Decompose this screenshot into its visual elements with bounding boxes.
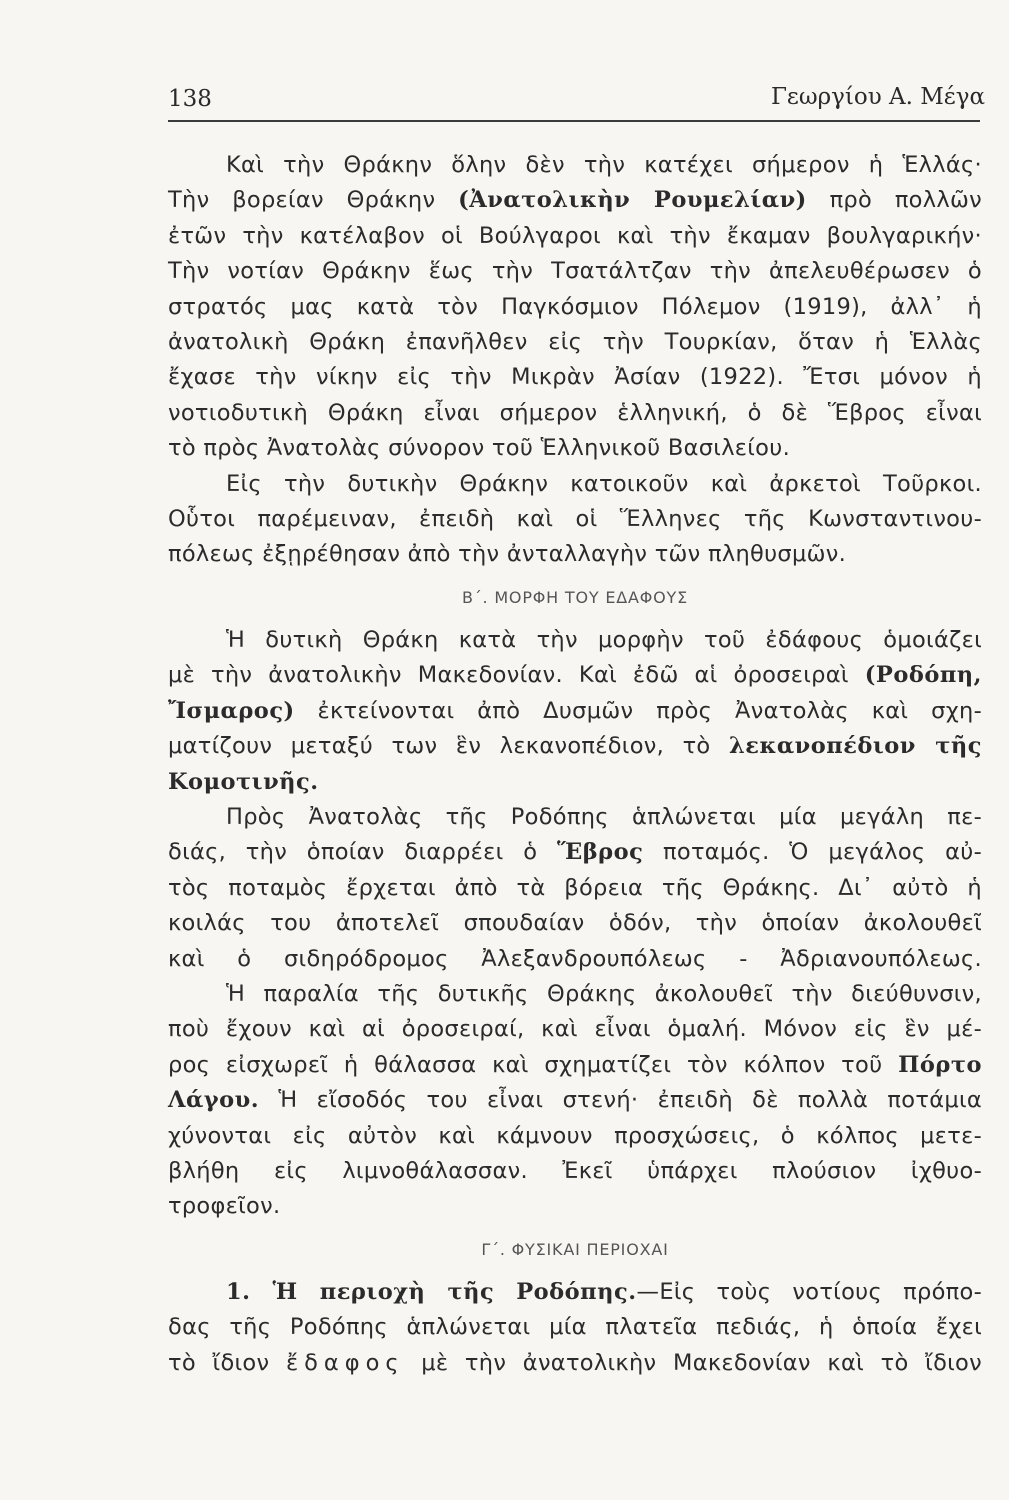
text-line: πόλεως ἐξῃρέθησαν ἀπὸ τὴν ἀνταλλαγὴν τῶν πληθυσμῶν. bbox=[168, 541, 847, 568]
text-line: Πρὸς Ἀνατολὰς τῆς Ροδόπης ἁπλώνεται μία μεγάλη πε- bbox=[226, 803, 982, 830]
text-line: χύνονται εἰς αὐτὸν καὶ κάμνουν προσχώσεις, ὁ κόλπος μετε- bbox=[168, 1122, 982, 1149]
spaced-term: ἔδαφος bbox=[286, 1349, 405, 1376]
text-line: ἔχασε τὴν νίκην εἰς τὴν Μικρὰν Ἀσίαν (1922). Ἔτσι μόνον ἡ bbox=[168, 364, 982, 391]
text-line: ματίζουν μεταξύ των ἓν λεκανοπέδιον, τὸ λεκανοπέδιον τῆς bbox=[168, 733, 982, 760]
bold-term: (Ἀνατολικὴν Ρουμελίαν) bbox=[458, 187, 807, 214]
text-line: κοιλάς του ἀποτελεῖ σπουδαίαν ὁδόν, τὴν ὁποίαν ἀκολουθεῖ bbox=[168, 910, 982, 937]
running-head: Γεωργίου Α. Μέγα bbox=[770, 84, 985, 110]
bold-term: Πόρτο bbox=[898, 1051, 982, 1078]
section-heading: Γ΄. ΦΥΣΙΚΑΙ ΠΕΡΙΟΧΑΙ bbox=[481, 1239, 669, 1259]
bold-term: Ἕβρος bbox=[557, 839, 644, 866]
text-line: Οὗτοι παρέμειναν, ἐπειδὴ καὶ οἱ Ἕλληνες τῆς Κωνσταντινου- bbox=[168, 506, 982, 533]
text-line: Εἰς τὴν δυτικὴν Θράκην κατοικοῦν καὶ ἀρκετοὶ Τοῦρκοι. bbox=[226, 470, 982, 497]
text-line: ποὺ ἔχουν καὶ αἱ ὀροσειραί, καὶ εἶναι ὁμαλή. Μόνον εἰς ἓν μέ- bbox=[168, 1016, 982, 1043]
body-text bbox=[168, 148, 982, 1381]
text-line: Καὶ τὴν Θράκην ὅλην δὲν τὴν κατέχει σήμερον ἡ Ἑλλάς· bbox=[226, 152, 982, 178]
text-line: Τὴν βορείαν Θράκην (Ἀνατολικὴν Ρουμελίαν) πρὸ πολλῶν bbox=[168, 187, 982, 214]
text-line: Ἡ δυτικὴ Θράκη κατὰ τὴν μορφὴν τοῦ ἐδάφους ὁμοιάζει bbox=[226, 626, 982, 653]
section-heading: Β΄. ΜΟΡΦΗ ΤΟΥ ΕΔΑΦΟΥΣ bbox=[461, 587, 688, 607]
bold-term: (Ροδόπη, bbox=[864, 662, 982, 689]
text-line: τὸς ποταμὸς ἔρχεται ἀπὸ τὰ βόρεια τῆς Θράκης. Δι᾽ αὐτὸ ἡ bbox=[168, 874, 982, 901]
text-line: στρατός μας κατὰ τὸν Παγκόσμιον Πόλεμον (1919), ἀλλ᾽ ἡ bbox=[168, 293, 982, 320]
text-line: βλήθη εἰς λιμνοθάλασσαν. Ἐκεῖ ὑπάρχει πλούσιον ἰχθυο- bbox=[168, 1157, 982, 1184]
bold-term: λεκανοπέδιον τῆς bbox=[729, 733, 982, 760]
bold-term: Λάγου. bbox=[168, 1087, 260, 1114]
text-line: Λάγου. Ἡ εἴσοδός του εἶναι στενή· ἐπειδὴ δὲ πολλὰ ποτάμια bbox=[168, 1087, 982, 1114]
text-line: Ἡ παραλία τῆς δυτικῆς Θράκης ἀκολουθεῖ τὴν διεύθυνσιν, bbox=[226, 980, 982, 1007]
text-line: Τὴν νοτίαν Θράκην ἕως τὴν Τσατάλτζαν τὴν ἀπελευθέρωσεν ὁ bbox=[168, 258, 982, 285]
text-line: διάς, τὴν ὁποίαν διαρρέει ὁ Ἕβρος ποταμός. Ὁ μεγάλος αὐ- bbox=[168, 839, 982, 866]
text-line: τὸ πρὸς Ἀνατολὰς σύνορον τοῦ Ἑλληνικοῦ Βασιλείου. bbox=[168, 435, 791, 462]
text-line: καὶ ὁ σιδηρόδρομος Ἀλεξανδρουπόλεως - Ἀδριανουπόλεως. bbox=[168, 945, 982, 972]
bold-term: 1. Ἡ περιοχὴ τῆς Ροδόπης. bbox=[226, 1278, 637, 1305]
text-line: ἐτῶν τὴν κατέλαβον οἱ Βούλγαροι καὶ τὴν ἔκαμαν βουλγαρικήν· bbox=[168, 222, 982, 249]
text-line bbox=[168, 765, 982, 800]
text-line: μὲ τὴν ἀνατολικὴν Μακεδονίαν. Καὶ ἐδῶ αἱ ὀροσειραὶ (Ροδόπη, bbox=[168, 662, 982, 689]
text-line: ἀνατολικὴ Θράκη ἐπανῆλθεν εἰς τὴν Τουρκίαν, ὅταν ἡ Ἑλλὰς bbox=[168, 329, 982, 356]
bold-term: Κομοτινῆς. bbox=[168, 768, 319, 795]
page-number: 138 bbox=[168, 86, 212, 112]
text-line: Ἴσμαρος) ἐκτείνονται ἀπὸ Δυσμῶν πρὸς Ἀνατολὰς καὶ σχη- bbox=[168, 697, 982, 724]
text-line: νοτιοδυτικὴ Θράκη εἶναι σήμερον ἑλληνική, ὁ δὲ Ἕβρος εἶναι bbox=[168, 399, 982, 426]
text-line: τροφεῖον. bbox=[168, 1193, 281, 1220]
text-line: 1. Ἡ περιοχὴ τῆς Ροδόπης.—Εἰς τοὺς νοτίους πρόπο- bbox=[226, 1278, 982, 1305]
text-line: τὸ ἴδιον ἔδαφος μὲ τὴν ἀνατολικὴν Μακεδονίαν καὶ τὸ ἴδιον bbox=[168, 1349, 982, 1376]
text-line: ρος εἰσχωρεῖ ἡ θάλασσα καὶ σχηματίζει τὸν κόλπον τοῦ Πόρτο bbox=[168, 1051, 982, 1078]
bold-term: Ἴσμαρος) bbox=[168, 697, 295, 724]
header-rule bbox=[168, 120, 980, 122]
text-line: δας τῆς Ροδόπης ἁπλώνεται μία πλατεῖα πεδιάς, ἡ ὁποία ἔχει bbox=[168, 1314, 982, 1341]
